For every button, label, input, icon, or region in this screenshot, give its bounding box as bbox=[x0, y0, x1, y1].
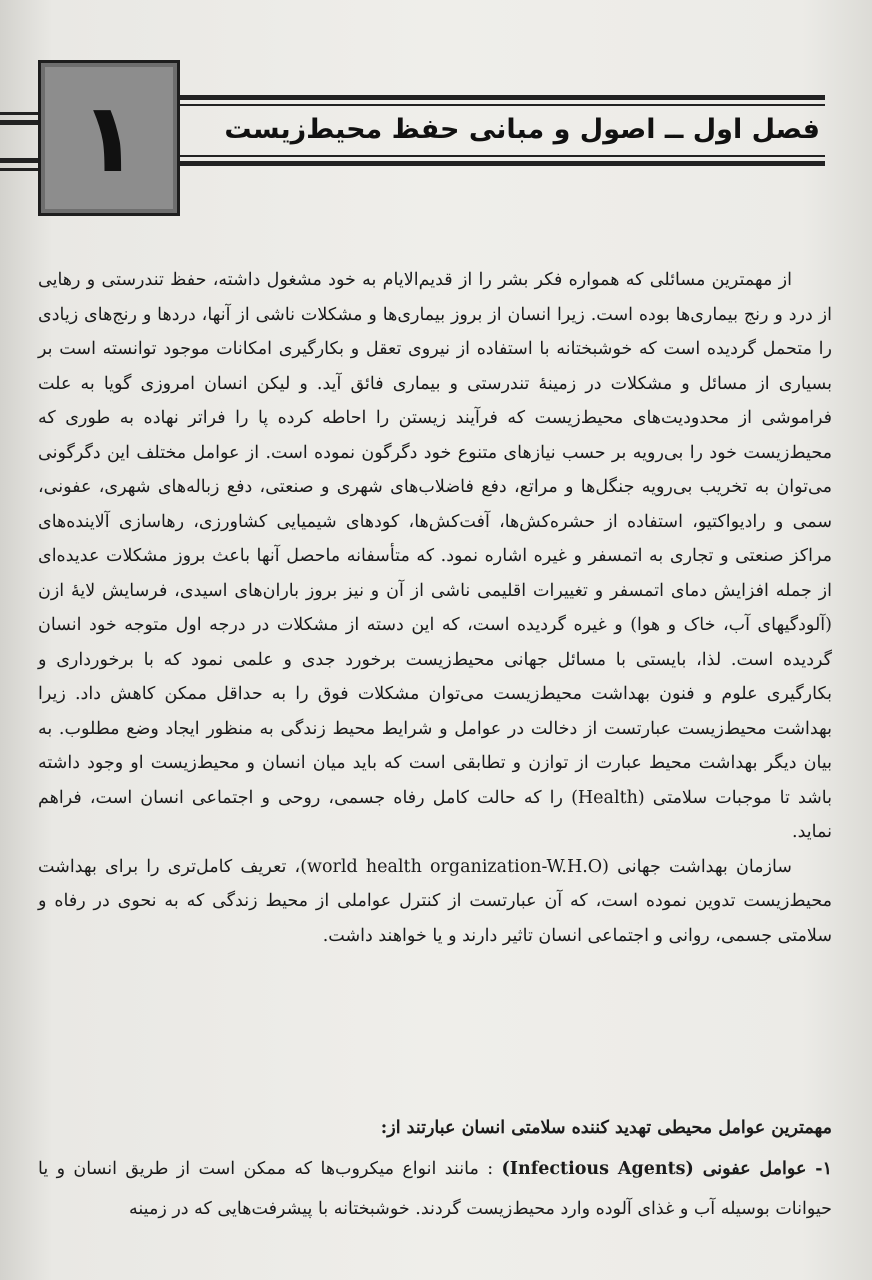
list-item-text: : مانند انواع میکروب‌ها که ممکن است از طریق انسان و یا حیوانات بوسیله آب و غذای آلوده وارد محیط‌زیست گردند. خوشبختانه با پیشرفت‌هایی که در زمینه bbox=[38, 1159, 832, 1219]
paragraph: سازمان بهداشت جهانی (world health organization-W.H.O)، تعریف کامل‌تری را برای بهداشت محیط‌زیست تدوین نموده است، که آن عبارتست از کنترل عواملی از محیط زندگی که به نحوی در رفاه و سلامتی جسمی، روانی و اجتماعی انسان تاثیر دارند و یا خواهند داشت. bbox=[38, 856, 832, 946]
section-heading: مهمترین عوامل محیطی تهدید کننده سلامتی انسان عبارتند از: bbox=[380, 1118, 832, 1138]
chapter-title: فصل اول ــ اصول و مبانی حفظ محیط‌زیست bbox=[224, 114, 820, 145]
header-rule bbox=[0, 168, 38, 171]
header-rule bbox=[177, 104, 825, 106]
header-rule bbox=[0, 158, 38, 163]
header-rule bbox=[177, 155, 825, 157]
body-text bbox=[38, 263, 832, 953]
chapter-number-box bbox=[38, 60, 180, 216]
header-rule bbox=[177, 95, 825, 100]
header-rule bbox=[177, 161, 825, 166]
header-rule bbox=[0, 112, 38, 115]
header-rule bbox=[0, 120, 38, 125]
list-item-label: ۱- عوامل عفونی (Infectious Agents) bbox=[501, 1159, 832, 1179]
list-item bbox=[38, 1149, 832, 1229]
paragraph: از مهمترین مسائلی که همواره فکر بشر را از قدیم‌الایام به خود مشغول داشته، حفظ تندرستی و رهایی از درد و رنج بیماری‌ها بوده است. زیرا انسان از بروز بیماری‌ها و مشکلات ناشی از آنها، دردها و رنج‌های زیادی را متحمل گردیده است که خوشبختانه با استفاده از نیروی تعقل و بکارگیری امکانات موجود توانسته است بر بسیاری از مسائل و مشکلات در زمینهٔ تندرستی و بیماری فائق آید. و لیکن انسان امروزی گویا به علت فراموشی از محدودیت‌های محیط‌زیست که فرآیند زیستن را احاطه کرده پا را فراتر نهاده به طوری که محیط‌زیست خود را بی‌رویه بر حسب نیازهای متنوع خود دگرگون نموده است. از عوامل مختلف این دگرگونی می‌توان به تخریب بی‌رویه جنگل‌ها و مراتع، دفع فاضلاب‌های شهری و صنعتی، دفع زباله‌های شهری، عفونی، سمی و رادیواکتیو، استفاده از حشره‌کش‌ها، آفت‌کش‌ها، کودهای شیمیایی کشاورزی، رهاسازی آلاینده‌های مراکز صنعتی و تجاری به اتمسفر و غیره اشاره نمود. که متأسفانه ماحصل آنها باعث بروز مشکلات عدیده‌ای از جمله افزایش دمای اتمسفر و تغییرات اقلیمی ناشی از آن و نیز بروز باران‌های اسیدی، فرسایش لایهٔ ازن (آلودگیهای آب، خاک و هوا) و غیره گردیده است، که این دسته از مشکلات در درجه اول متوجه خود انسان گردیده است. لذا، بایستی با مسائل جهانی محیط‌زیست برخورد جدی و علمی نمود که با برخورداری و بکارگیری علوم و فنون بهداشت محیط‌زیست می‌توان مشکلات فوق را به حداقل ممکن کاهش داد. زیرا بهداشت محیط‌زیست عبارتست از دخالت در عوامل و شرایط محیط زندگی به منظور ایجاد وضع مطلوب. به بیان دیگر بهداشت محیط عبارت از توازن و تطابقی است که باید میان انسان و محیط‌زیست او وجود داشته باشد تا موجبات سلامتی (Health) را که حالت کامل رفاه جسمی، روحی و اجتماعی انسان است، فراهم نماید. bbox=[38, 270, 833, 842]
chapter-number: ۱ bbox=[79, 82, 139, 194]
